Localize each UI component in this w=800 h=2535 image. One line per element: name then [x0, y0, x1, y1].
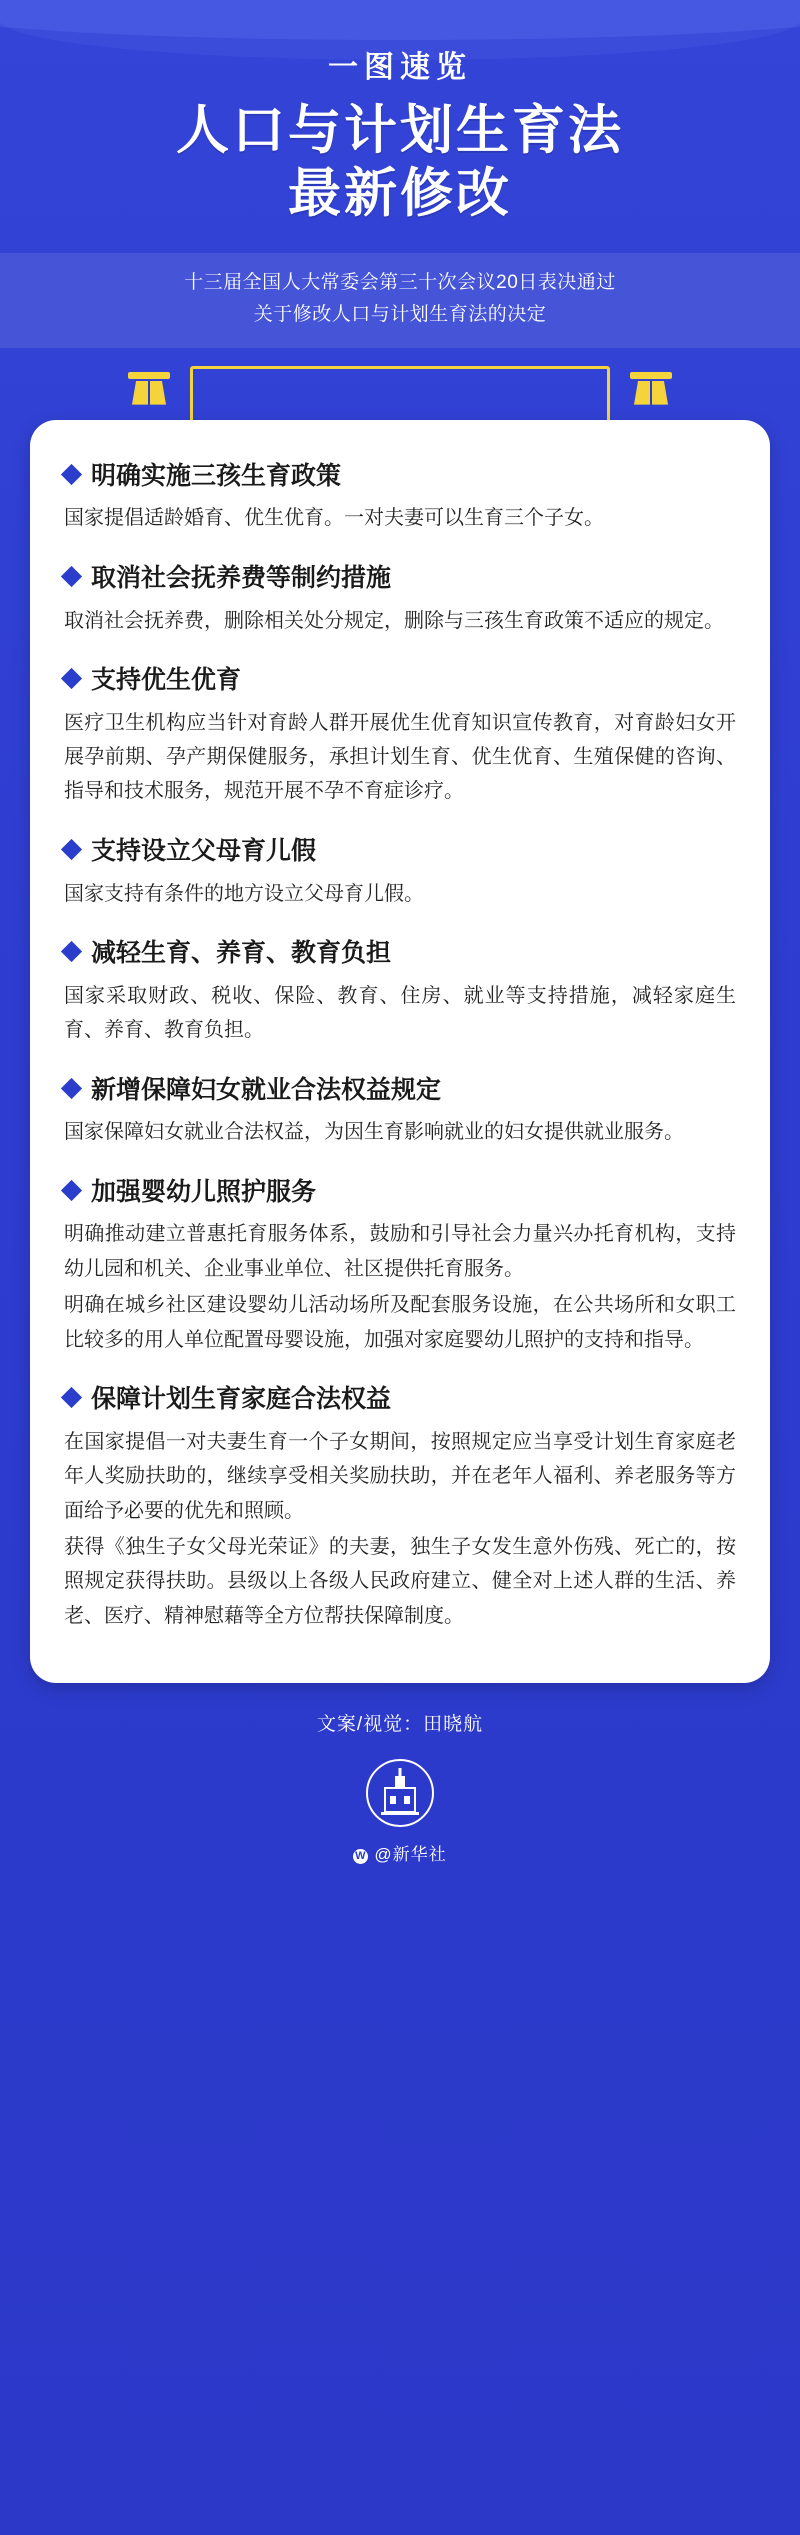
weibo-icon: W	[355, 1850, 367, 1863]
item-header	[64, 1176, 736, 1210]
item-paragraph: 在国家提倡一对夫妻生育一个子女期间，按照规定应当享受计划生育家庭老年人奖励扶助的，继续享受相关奖励扶助，并在老年人福利、养老服务等方面给予必要的优先和照顾。	[64, 1430, 736, 1522]
source-line	[0, 1840, 800, 1865]
subtitle-line-1: 十三届全国人大常委会第三十次会议20日表决通过	[184, 272, 616, 294]
list-item	[64, 1383, 736, 1633]
list-item	[64, 937, 736, 1048]
item-header	[64, 664, 736, 698]
item-header	[64, 1383, 736, 1417]
source-text: @新华社	[374, 1845, 447, 1865]
list-item	[64, 1074, 736, 1150]
item-title: 取消社会抚养费等制约措施	[91, 564, 392, 592]
item-paragraph: 国家保障妇女就业合法权益，为因生育影响就业的妇女提供就业服务。	[64, 1121, 684, 1144]
item-paragraph: 获得《独生子女父母光荣证》的夫妻，独生子女发生意外伤残、死亡的，按照规定获得扶助。县级以上各级人民政府建立、健全对上述人群的生活、养老、医疗、精神慰藉等全方位帮扶保障制度。	[64, 1535, 736, 1627]
item-title: 支持优生优育	[91, 666, 242, 694]
poster-footer	[0, 1683, 800, 1865]
item-header	[64, 835, 736, 869]
item-paragraph: 明确在城乡社区建设婴幼儿活动场所及配套服务设施，在公共场所和女职工比较多的用人单位配置母婴设施，加强对家庭婴幼儿照护的支持和指导。	[64, 1294, 736, 1351]
item-header	[64, 460, 736, 494]
diamond-bullet-icon	[61, 941, 82, 962]
list-item	[64, 1176, 736, 1357]
diamond-bullet-icon	[61, 668, 82, 689]
item-paragraph: 明确推动建立普惠托育服务体系，鼓励和引导社会力量兴办托育机构，支持幼儿园和机关、企业事业单位、社区提供托育服务。	[64, 1223, 736, 1280]
item-title: 减轻生育、养育、教育负担	[91, 940, 392, 967]
list-item	[64, 460, 736, 536]
content-card	[30, 420, 770, 1683]
lantern-icon-right	[630, 372, 672, 412]
list-item	[64, 562, 736, 638]
lantern-icon-left	[128, 372, 170, 412]
item-title: 加强婴幼儿照护服务	[91, 1178, 317, 1206]
list-item	[64, 835, 736, 911]
diamond-bullet-icon	[61, 464, 82, 485]
item-title: 新增保障妇女就业合法权益规定	[91, 1076, 442, 1104]
subtitle-band	[0, 253, 800, 348]
decorative-plaque-row	[0, 366, 800, 426]
item-title: 保障计划生育家庭合法权益	[91, 1385, 392, 1413]
credit-line: 文案/视觉：田晓航	[316, 1714, 484, 1736]
page-title	[0, 100, 800, 225]
xinhua-logo-icon	[365, 1758, 435, 1828]
item-header	[64, 562, 736, 596]
item-title: 支持设立父母育儿假	[91, 837, 317, 865]
decorative-yellow-frame	[190, 366, 610, 424]
page-title-line1: 人口与计划生育法	[176, 101, 624, 160]
item-paragraph: 取消社会抚养费，删除相关处分规定，删除与三孩生育政策不适应的规定。	[64, 609, 724, 632]
diamond-bullet-icon	[61, 566, 82, 587]
page-title-line2: 最新修改	[288, 163, 512, 223]
diamond-bullet-icon	[61, 1387, 82, 1408]
diamond-bullet-icon	[61, 1180, 82, 1201]
item-header	[64, 1074, 736, 1108]
header-kicker: 一图速览	[328, 51, 472, 84]
item-paragraph: 国家采取财政、税收、保险、教育、住房、就业等支持措施，减轻家庭生育、养育、教育负担。	[64, 984, 736, 1042]
diamond-bullet-icon	[61, 1077, 82, 1098]
item-paragraph: 医疗卫生机构应当针对育龄人群开展优生优育知识宣传教育，对育龄妇女开展孕前期、孕产期保健服务，承担计划生育、优生优育、生殖保健的咨询、指导和技术服务，规范开展不孕不育症诊疗。	[64, 711, 736, 803]
subtitle-line-2: 关于修改人口与计划生育法的决定	[253, 304, 547, 326]
item-paragraph: 国家支持有条件的地方设立父母育儿假。	[64, 882, 424, 905]
item-paragraph: 国家提倡适龄婚育、优生优育。一对夫妻可以生育三个子女。	[64, 507, 604, 530]
diamond-bullet-icon	[61, 839, 82, 860]
item-header	[64, 937, 736, 971]
item-title: 明确实施三孩生育政策	[91, 462, 342, 490]
list-item	[64, 664, 736, 809]
poster-header	[0, 0, 800, 225]
